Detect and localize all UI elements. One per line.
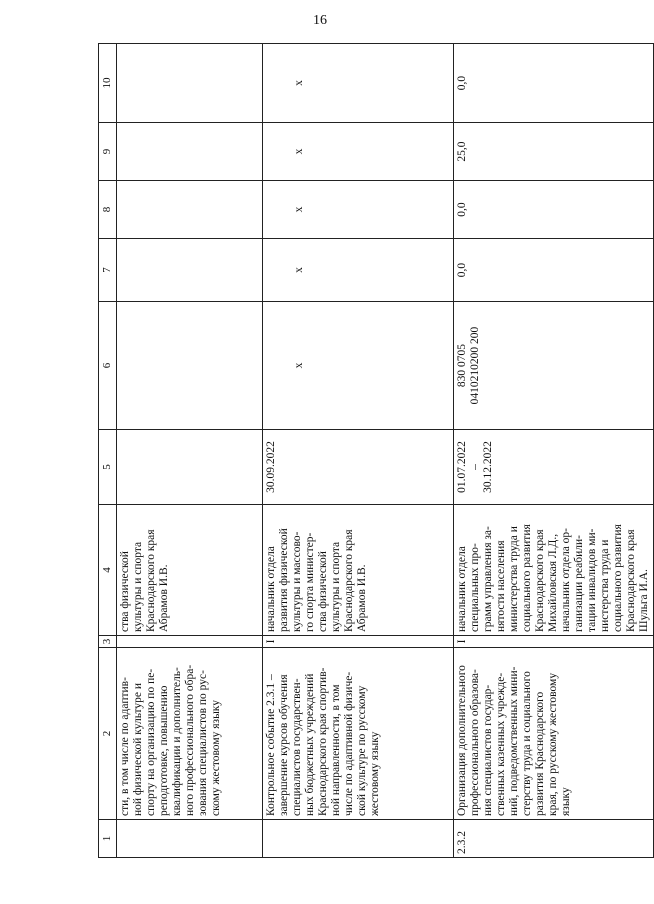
date-cell: 30.09.2022: [263, 430, 454, 505]
column-number: 7: [99, 239, 117, 302]
column-number: 5: [99, 430, 117, 505]
column-number: 2: [99, 648, 117, 820]
item-number-cell: [117, 820, 263, 858]
column-number: 9: [99, 123, 117, 181]
column-number: 3: [99, 636, 117, 648]
value-cell: [117, 239, 263, 302]
event-description-cell: сти, в том числе по адаптив- ной физической культуре и спорту на организацию по пе- реподготовке, повышению квалификации и дополнитель- ного профессионального обра- зования специалистов по рус- скому жестовому языку: [117, 648, 263, 820]
table-row: [117, 44, 263, 858]
event-description-cell: Организация дополнительного профессионального образова- ния специалистов государ- ственных казенных учрежде- ний, подведомственных мини- стерству труда и социального развития Краснодарского края, по русскому жестовому языку: [454, 648, 654, 820]
date-cell: 01.07.2022 – 30.12.2022: [454, 430, 654, 505]
table-header-row: [99, 44, 117, 858]
value-cell: x: [263, 44, 454, 123]
table-row: [263, 44, 454, 858]
rotated-table-wrapper: [98, 44, 650, 858]
responsible-cell: ства физической культуры и спорта Краснодарского края Абрамов И.В.: [117, 505, 263, 636]
category-cell: I: [263, 636, 454, 648]
value-cell: 0,0: [454, 181, 654, 239]
budget-code-cell: 830 0705 0410210200 200: [454, 302, 654, 430]
responsible-cell: начальник отдела специальных про- грамм управления за- нятости населения министерства труда и социального развития Краснодарского края Михайловская Л.Д., начальник отдела ор- ганизации реабили- тации инвалидов ми- нистерства труда и социального развития Краснодарского края Шульга И.А.: [454, 505, 654, 636]
plan-table: [98, 43, 654, 858]
item-number-cell: 2.3.2: [454, 820, 654, 858]
value-cell: [117, 123, 263, 181]
value-cell: 0,0: [454, 44, 654, 123]
value-cell: x: [263, 239, 454, 302]
budget-code-cell: x: [263, 302, 454, 430]
column-number: 6: [99, 302, 117, 430]
category-cell: [117, 636, 263, 648]
value-cell: [117, 181, 263, 239]
item-number-cell: [263, 820, 454, 858]
table-row: [454, 44, 654, 858]
value-cell: [117, 44, 263, 123]
column-number: 1: [99, 820, 117, 858]
category-cell: I: [454, 636, 654, 648]
value-cell: 25,0: [454, 123, 654, 181]
column-number: 4: [99, 505, 117, 636]
budget-code-cell: [117, 302, 263, 430]
column-number: 8: [99, 181, 117, 239]
page-number: 16: [313, 13, 327, 28]
event-description-cell: Контрольное событие 2.3.1 – завершение курсов обучения специалистов государствен- ных бюджетных учреждений Краснодарского края спортив- ной направленности, в том числе по адаптивной физиче- ской культуре по русскому жестовому языку: [263, 648, 454, 820]
value-cell: x: [263, 181, 454, 239]
date-cell: [117, 430, 263, 505]
responsible-cell: начальник отдела развития физической культуры и массово- го спорта министер- ства физической культуры и спорта Краснодарского края Абрамов И.В.: [263, 505, 454, 636]
column-number: 10: [99, 44, 117, 123]
value-cell: x: [263, 123, 454, 181]
value-cell: 0,0: [454, 239, 654, 302]
